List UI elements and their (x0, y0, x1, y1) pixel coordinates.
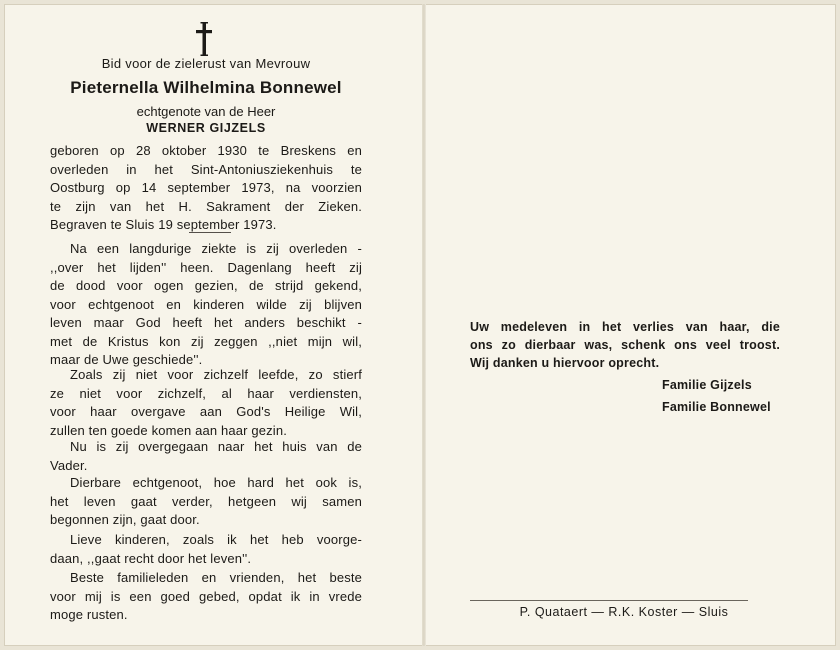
cross-icon (196, 22, 212, 56)
text-line: voor mij is een goed gebed, opdat ik in vrede (50, 588, 362, 604)
text-line: Lieve kinderen, zoals ik het heb voorge- (70, 532, 362, 547)
message-line: Uw medeleven in het verlies van haar, die (470, 320, 780, 334)
text-paragraph (50, 438, 362, 475)
text-paragraph (50, 240, 362, 370)
bio-line: overleden in het Sint-Antoniusziekenhuis te (50, 161, 362, 177)
footer-rule (470, 600, 748, 601)
text-line: Vader. (50, 457, 88, 473)
text-paragraph (50, 474, 362, 530)
bio-line: geboren op 28 oktober 1930 te Breskens en (50, 143, 362, 158)
text-line: Nu is zij overgegaan naar het huis van de (70, 439, 362, 454)
text-line: de dood voor ogen gezien, de strijd gekend, (50, 278, 362, 293)
text-line: het leven gaat verder, hetgeen wij samen (50, 493, 362, 509)
text-paragraph (50, 531, 362, 568)
text-line: leven maar God heeft het anders beschikt - (50, 315, 362, 330)
text-line: voor echtgenoot en kinderen wilde zij blijven (50, 296, 362, 312)
bio-paragraph (50, 142, 362, 235)
divider (189, 232, 231, 233)
intro-line: Bid voor de zielerust van Mevrouw (101, 56, 311, 71)
message-line: ons zo dierbaar was, schenk ons veel troost. (470, 338, 780, 352)
text-paragraph (50, 569, 362, 625)
text-line: ze niet voor zichzelf, al haar verdiensten, (50, 385, 362, 401)
message-line: Wij danken u hiervoor oprecht. (470, 356, 660, 370)
husband-name: WERNER GIJZELS (146, 121, 266, 135)
text-line: Beste familieleden en vrienden, het beste (70, 570, 362, 585)
text-line: Na een langdurige ziekte is zij overleden - (70, 241, 362, 256)
text-line: ,,over het lijden'' heen. Dagenlang heeft zij (50, 259, 362, 275)
spouse-line: echtgenote van de Heer (136, 104, 276, 119)
text-line: maar de Uwe geschiede''. (50, 352, 203, 367)
text-paragraph (50, 366, 362, 440)
signature-gijzels: Familie Gijzels (662, 378, 752, 392)
text-line: met de Kristus kon zij zeggen ,,niet mijn wil, (50, 333, 362, 349)
text-line: zullen ten goede komen aan haar gezin. (50, 422, 287, 438)
text-line: begonnen zijn, gaat door. (50, 512, 200, 527)
text-line: daan, ,,gaat recht door het leven''. (50, 550, 252, 566)
text-line: Dierbare echtgenoot, hoe hard het ook is, (70, 475, 362, 490)
text-line: Zoals zij niet voor zichzelf leefde, zo stierf (70, 367, 362, 382)
deceased-name: Pieternella Wilhelmina Bonnewel (70, 78, 342, 97)
bio-line: Begraven te Sluis 19 september 1973. (50, 217, 277, 232)
text-line: moge rusten. (50, 607, 128, 622)
text-line: voor haar overgave aan God's Heilige Wil, (50, 404, 362, 419)
thank-you-message (470, 318, 780, 372)
card-fold (422, 4, 426, 646)
signature-bonnewel: Familie Bonnewel (662, 400, 771, 414)
printer-footer: P. Quataert — R.K. Koster — Sluis (519, 605, 729, 619)
bio-line: te zijn van het H. Sakrament der Zieken. (50, 198, 362, 214)
bio-line: Oostburg op 14 september 1973, na voorzien (50, 180, 362, 195)
